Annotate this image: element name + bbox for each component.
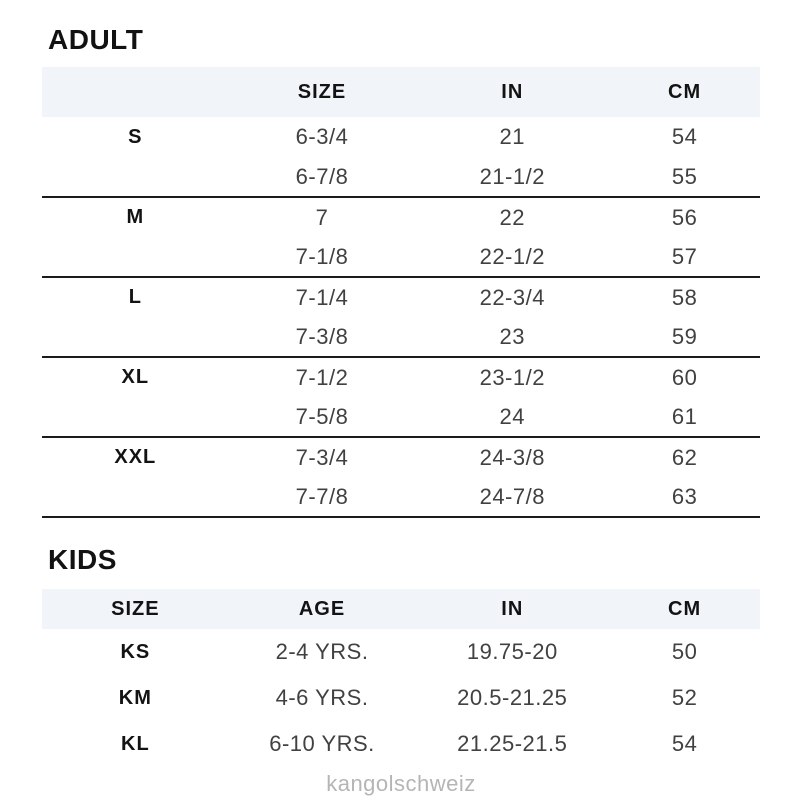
table-row: [42, 397, 760, 437]
size-label: S: [128, 125, 143, 148]
in-value: 21-1/2: [415, 157, 609, 197]
cm-value: 56: [671, 204, 698, 230]
cm-value: 63: [609, 477, 760, 517]
kids-size-table: [42, 589, 760, 767]
size-label: [42, 317, 229, 357]
size-label: [42, 477, 229, 517]
size-value: 7-7/8: [229, 477, 416, 517]
cm-value: 52: [671, 685, 698, 710]
size-label: XL: [121, 366, 150, 388]
cm-value: 61: [609, 397, 760, 437]
size-label: L: [128, 286, 142, 308]
cm-value: 50: [671, 639, 698, 664]
table-row: [42, 675, 760, 721]
size-value: 7: [315, 204, 329, 230]
table-row: [42, 237, 760, 277]
kids-header-in: IN: [415, 589, 609, 629]
size-value: 7-5/8: [229, 397, 416, 437]
adult-size-table: [42, 67, 760, 518]
age-value: 4-6 YRS.: [275, 685, 369, 710]
in-value: 22-3/4: [479, 284, 545, 310]
kids-header-size: SIZE: [42, 589, 229, 629]
size-value: 7-1/2: [295, 364, 349, 390]
in-value: 21: [499, 124, 526, 149]
age-value: 6-10 YRS.: [269, 731, 375, 756]
size-label: [42, 397, 229, 437]
in-value: 23: [415, 317, 609, 357]
table-row: [42, 437, 760, 477]
size-value: 6-7/8: [229, 157, 416, 197]
in-value: 24: [415, 397, 609, 437]
table-row: [42, 117, 760, 157]
kids-header-row: [42, 589, 760, 629]
adult-header-cm: CM: [609, 67, 760, 117]
adult-header-blank: [42, 67, 229, 117]
adult-header-in: IN: [415, 67, 609, 117]
size-label: KL: [121, 732, 150, 755]
in-value: 23-1/2: [479, 364, 545, 390]
size-label: [42, 157, 229, 197]
in-value: 22: [499, 204, 526, 230]
cm-value: 57: [609, 237, 760, 277]
size-value: 6-3/4: [295, 124, 349, 149]
in-value: 19.75-20: [466, 639, 558, 664]
site-watermark: kangolschweiz: [326, 771, 476, 796]
in-value: 21.25-21.5: [457, 731, 568, 756]
cm-value: 54: [671, 731, 698, 756]
cm-value: 55: [609, 157, 760, 197]
table-row: [42, 277, 760, 317]
in-value: 24-7/8: [415, 477, 609, 517]
size-value: 7-3/8: [229, 317, 416, 357]
in-value: 20.5-21.25: [457, 685, 568, 710]
kids-header-age: AGE: [229, 589, 416, 629]
adult-header-row: [42, 67, 760, 117]
size-label: XXL: [114, 446, 157, 468]
size-value: 7-1/8: [229, 237, 416, 277]
table-row: [42, 477, 760, 517]
table-row: [42, 629, 760, 675]
cm-value: 59: [609, 317, 760, 357]
kids-section-title: KIDS: [48, 544, 117, 575]
adult-header-size: SIZE: [229, 67, 416, 117]
size-value: 7-1/4: [295, 284, 349, 310]
size-value: 7-3/4: [295, 444, 349, 470]
cm-value: 62: [671, 444, 698, 470]
table-row: [42, 197, 760, 237]
in-value: 22-1/2: [415, 237, 609, 277]
table-row: [42, 721, 760, 767]
size-label: KS: [120, 640, 151, 663]
cm-value: 60: [671, 364, 698, 390]
table-row: [42, 357, 760, 397]
kids-header-cm: CM: [609, 589, 760, 629]
size-label: [42, 237, 229, 277]
size-label: M: [126, 206, 145, 228]
age-value: 2-4 YRS.: [275, 639, 369, 664]
size-label: KM: [118, 686, 152, 709]
adult-section-title: ADULT: [48, 24, 144, 55]
in-value: 24-3/8: [479, 444, 545, 470]
table-row: [42, 317, 760, 357]
table-row: [42, 157, 760, 197]
cm-value: 58: [671, 284, 698, 310]
cm-value: 54: [671, 124, 698, 149]
